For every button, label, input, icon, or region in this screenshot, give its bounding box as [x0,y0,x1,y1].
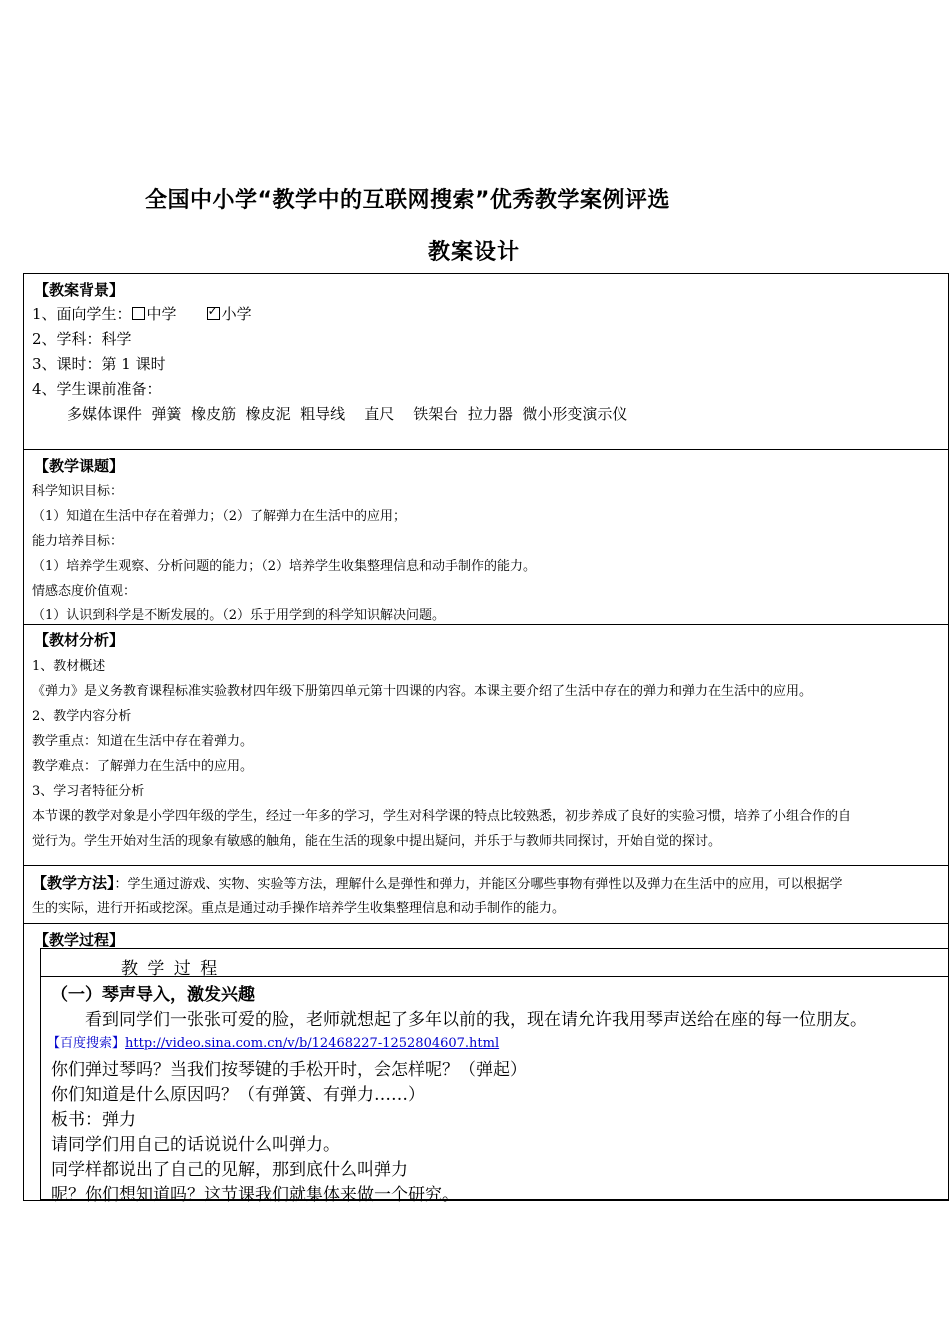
topic-line: 科学知识目标： [32,484,124,499]
analysis-line: 2、教学内容分析 [32,709,132,724]
section-analysis [23,624,949,865]
checkbox-primary-school[interactable] [207,304,220,320]
primary-school-label: 小学 [221,305,252,323]
process-line: 呢？你们想知道吗？这节课我们就集体来做一个研究。 [51,1185,459,1205]
topic-line: 能力培养目标： [32,534,124,549]
section-background [23,273,949,449]
table-header-divider [41,976,948,977]
method-heading: 【教学方法】 [32,874,115,892]
analysis-line: 觉行为。学生开始对生活的现象有敏感的触角，能在生活的现象中提出疑问，并乐于与教师共同探讨，开始自觉的探讨。 [32,834,722,849]
analysis-heading: 【教材分析】 [34,631,125,649]
search-reference [47,1032,499,1051]
topic-line: （1）培养学生观察、分析问题的能力；（2）培养学生收集整理信息和动手制作的能力。 [32,559,537,574]
step-intro: 看到同学们一张张可爱的脸，老师就想起了多年以前的我，现在请允许我用琴声送给在座的每一位朋友。 [85,1010,867,1030]
background-heading: 【教案背景】 [34,281,125,299]
analysis-line: 教学难点：了解弹力在生活中的应用。 [32,759,254,774]
period-line: 3、课时：第 1 课时 [32,355,166,373]
process-table-header: 教 学 过 程 [121,959,220,979]
video-link[interactable]: http://video.sina.com.cn/v/b/12468227-1252804607.html [125,1036,500,1051]
process-line: 同学样都说出了自己的见解，那到底什么叫弹力 [51,1160,408,1180]
analysis-line: 1、教材概述 [32,659,106,674]
analysis-line: 教学重点：知道在生活中存在着弹力。 [32,734,254,749]
search-tag: 【百度搜索】 [47,1036,126,1051]
section-method [23,865,949,923]
target-students-row [32,303,252,324]
topic-line: （1）认识到科学是不断发展的。（2）乐于用学到的科学知识解决问题。 [32,608,446,623]
topic-heading: 【教学课题】 [34,457,125,475]
checkbox-middle-school[interactable] [132,307,145,320]
middle-school-label: 中学 [146,305,177,323]
method-text-1: ：学生通过游戏、实物、实验等方法，理解什么是弹性和弹力，并能区分哪些事物有弹性以及弹力在生活中的应用，可以根据学 [114,877,843,892]
step-title: （一）琴声导入，激发兴趣 [51,985,255,1005]
document-title: 全国中小学“教学中的互联网搜索”优秀教学案例评选 [145,188,670,213]
materials-line: 多媒体课件 弹簧 橡皮筋 橡皮泥 粗导线 直尺 铁架台 拉力器 微小形变演示仪 [67,405,628,423]
process-table [40,948,949,1205]
analysis-line: 《弹力》是义务教育课程标准实验教材四年级下册第四单元第十四课的内容。本课主要介绍了生活中存在的弹力和弹力在生活中的应用。 [32,684,813,699]
method-line-1 [32,872,843,893]
process-line: 你们知道是什么原因吗？（有弹簧、有弹力……） [51,1085,425,1105]
section-topic [23,449,949,624]
process-heading: 【教学过程】 [34,931,125,949]
process-line: 你们弹过琴吗？当我们按琴键的手松开时，会怎样呢？（弹起） [51,1060,527,1080]
method-text-2: 生的实际，进行开拓或挖深。重点是通过动手操作培养学生收集整理信息和动手制作的能力。 [32,901,566,916]
preparation-line: 4、学生课前准备： [32,380,162,398]
process-line: 板书：弹力 [51,1110,136,1130]
analysis-line: 3、学习者特征分析 [32,784,145,799]
subject-line: 2、学科：科学 [32,330,132,348]
document-subtitle: 教案设计 [428,240,521,265]
topic-line: 情感态度价值观： [32,584,137,599]
topic-line: （1）知道在生活中存在着弹力；（2）了解弹力在生活中的应用； [32,509,407,524]
check-icon: ✓ [207,304,218,318]
process-line: 请同学们用自己的话说说什么叫弹力。 [51,1135,340,1155]
target-students-label: 1、面向学生： [32,305,132,323]
table-bottom-border [23,1200,949,1201]
analysis-line: 本节课的教学对象是小学四年级的学生，经过一年多的学习，学生对科学课的特点比较熟悉，初步养成了良好的实验习惯，培养了小组合作的自 [32,809,852,824]
